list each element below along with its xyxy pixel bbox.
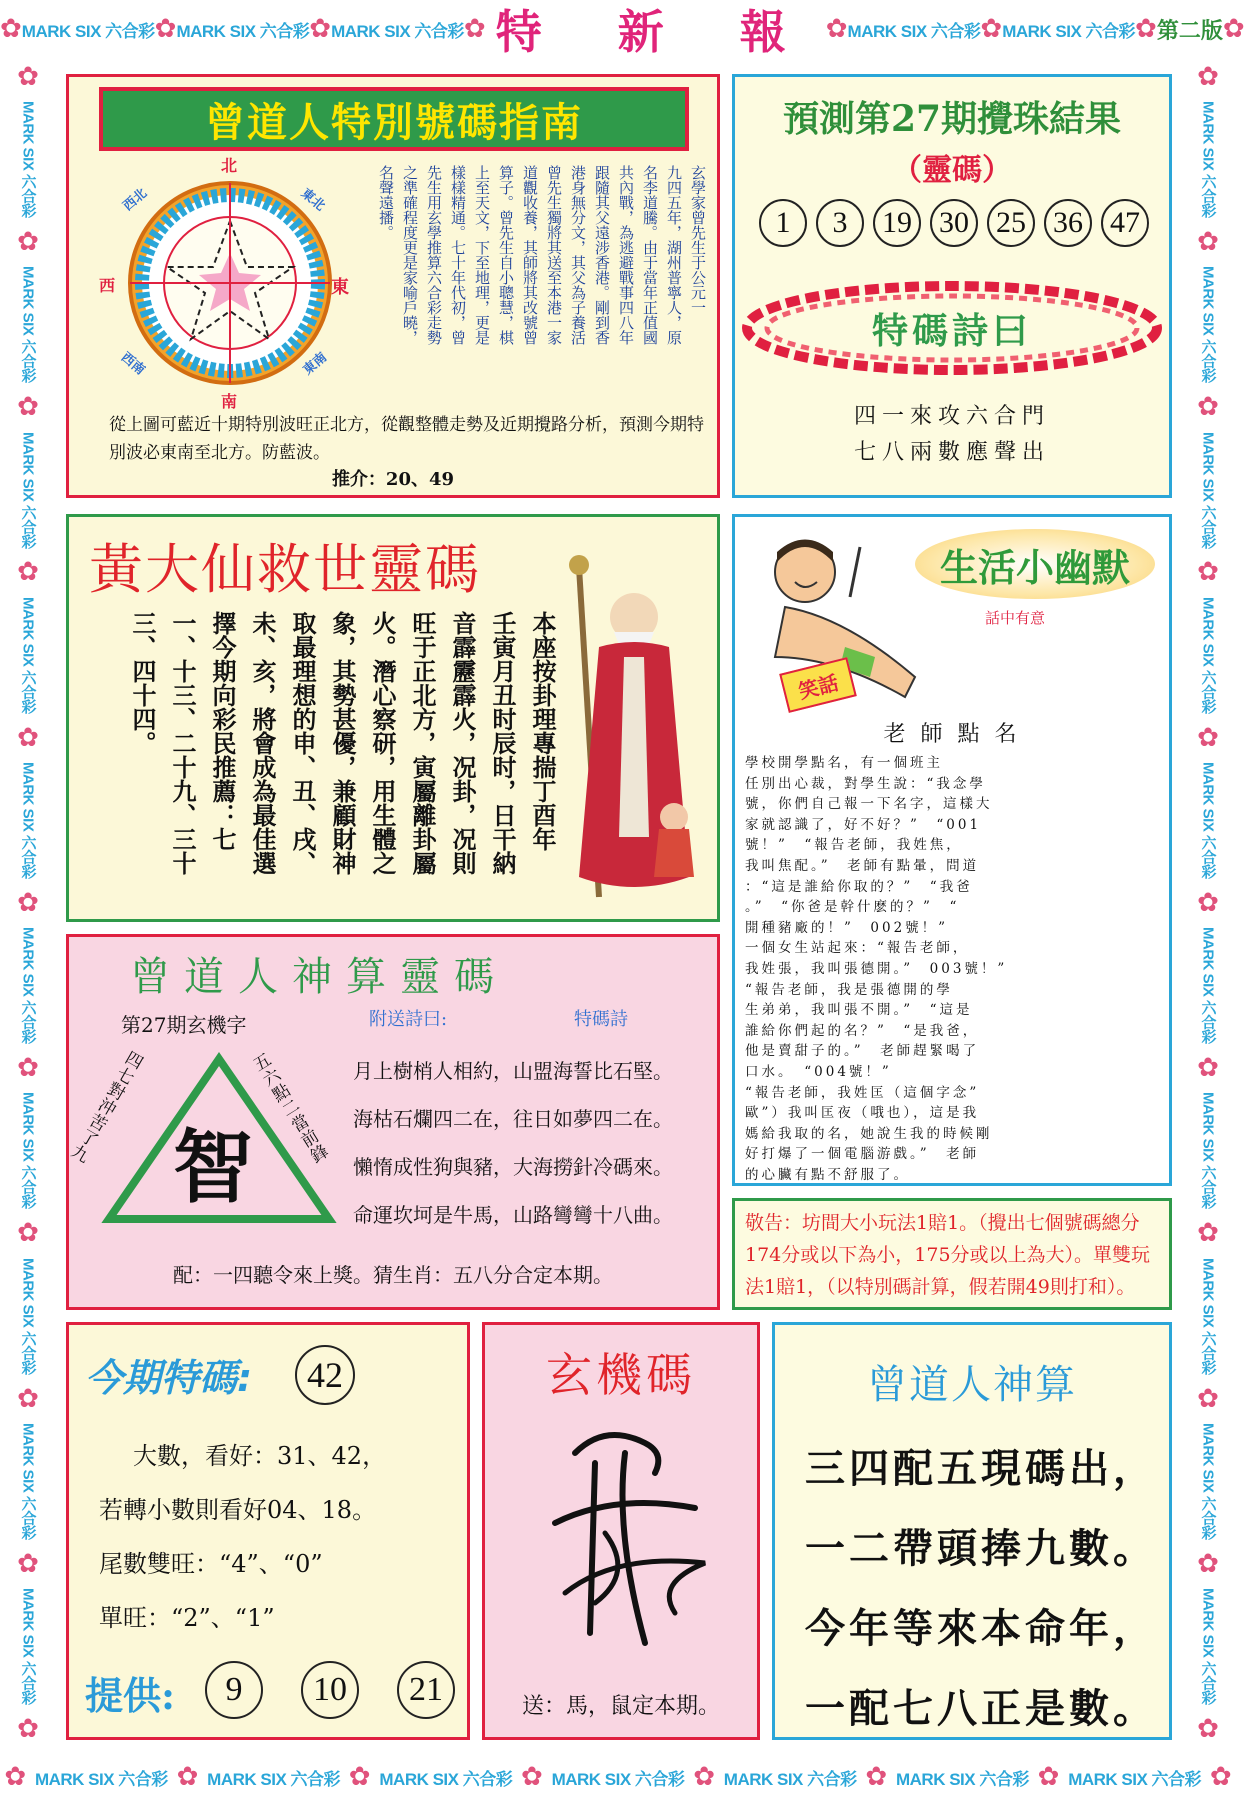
flower-icon: ✿	[1037, 1762, 1060, 1792]
story-line: 他是賣甜子的。” 老師趕緊喝了	[745, 1043, 980, 1060]
flower-icon: ✿	[17, 557, 39, 588]
huang-title: 黃大仙救世靈碼	[89, 538, 481, 601]
huang-column: 擇今期向彩民推薦：七	[208, 611, 237, 851]
huang-column: 音霹靂霹火，况卦，况則	[448, 611, 477, 875]
bio-column: 港身無分文，其父為子養活	[569, 165, 587, 345]
mark-six-logo: MARK SIX 六合彩	[19, 266, 37, 383]
story-line: 我叫焦配。” 老師有點暈，問道	[745, 857, 980, 874]
story-line: 學校開學點名，有一個班主	[745, 755, 943, 771]
huang-column: 三、四十四。	[128, 611, 157, 755]
flower-icon: ✿	[17, 722, 39, 753]
special-line: 大數，看好：31、42，	[133, 1442, 387, 1470]
zeng-shen-poem	[353, 1047, 719, 1239]
huang-column: 取最理想的申、丑、戌、	[288, 611, 317, 875]
bio-column: 名李道騰。由于當年正值國	[641, 165, 659, 345]
poem-line: 月上樹梢人相約，山盟海誓比石堅。	[353, 1059, 673, 1083]
zeng-guide-title: 曾道人特別號碼指南	[205, 99, 583, 146]
special-poem-label: 特碼詩	[574, 1009, 628, 1030]
mark-six-logo: MARK SIX 六合彩	[19, 596, 37, 714]
prediction-numbers	[759, 199, 1149, 247]
story-line: 口水。 “004號！”	[745, 1063, 892, 1080]
flower-icon: ✿	[693, 1762, 715, 1792]
provide-number-ball: 21	[397, 1661, 455, 1719]
mark-six-logo: MARK SIX 六合彩	[1199, 1422, 1217, 1540]
story-title: 老 師 點 名	[883, 722, 1021, 747]
mark-six-logo: MARK SIX 六合彩	[176, 21, 310, 41]
zeng-calc-panel	[772, 1322, 1172, 1740]
zeng-analysis-text: 從上圖可藍近十期特別波旺正北方，從觀整體走勢及近期攪路分析，預測今期特別波必東南至北方。防藍波。	[109, 415, 704, 463]
flower-icon: ✿	[17, 1714, 39, 1745]
mark-six-logo: MARK SIX 六合彩	[19, 927, 37, 1044]
mark-six-logo: MARK SIX 六合彩	[19, 1588, 37, 1705]
story-line: 歐”）我叫匡夜（哦也），這是我	[745, 1105, 980, 1122]
poem-line: 七八兩數應聲出	[853, 440, 1050, 465]
mark-six-logo: MARK SIX 六合彩	[19, 1257, 37, 1375]
special-number-panel	[66, 1322, 470, 1740]
edition-label: 第二版	[1156, 18, 1223, 44]
poem-line: 命運坎坷是牛馬，山路彎彎十八曲。	[353, 1203, 673, 1227]
huang-daxian-panel	[66, 514, 720, 922]
mark-six-logo: MARK SIX 六合彩	[1199, 266, 1217, 383]
special-line: 尾數雙旺：“4”、“0”	[99, 1550, 323, 1578]
special-title: 今期特碼:	[85, 1356, 253, 1400]
flower-icon: ✿	[4, 1762, 27, 1792]
flower-icon: ✿	[154, 14, 177, 44]
mark-six-logo: MARK SIX 六合彩	[1199, 761, 1217, 879]
flower-icon: ✿	[1197, 1218, 1219, 1249]
flower-icon: ✿	[17, 226, 39, 257]
compass-northwest: 西北	[120, 185, 151, 215]
compass-southeast: 東南	[300, 349, 331, 379]
story-line: 號！” “報告老師，我姓焦，	[745, 837, 963, 854]
humor-title-banner	[915, 529, 1155, 599]
flower-icon: ✿	[17, 1218, 39, 1249]
mark-six-logo: MARK SIX 六合彩	[19, 761, 37, 879]
story-line: “報告老師，我姓匡（這個字念”	[745, 1084, 980, 1101]
zeng-calc-title: 曾道人神算	[867, 1362, 1077, 1408]
lucky-number-ball: 19	[873, 199, 921, 247]
mark-six-logo: MARK SIX 六合彩	[379, 1769, 513, 1789]
compass-north: 北	[221, 156, 238, 175]
compass-east: 東	[331, 277, 349, 298]
provide-number-ball: 9	[205, 1661, 263, 1719]
zeng-bio-text	[369, 165, 709, 395]
flower-icon: ✿	[1197, 887, 1219, 918]
flower-icon: ✿	[1222, 14, 1245, 44]
story-line: ：“這是誰給你取的？” “我爸	[745, 878, 973, 895]
story-line: 我姓張，我叫張德開。” 003號！”	[745, 960, 1008, 977]
flower-icon: ✿	[1197, 61, 1219, 92]
story-line: 一個女生站起來：“報告老師，	[745, 940, 970, 957]
mark-six-logo: MARK SIX 六合彩	[34, 1769, 168, 1789]
mark-six-logo: MARK SIX 六合彩	[207, 1769, 341, 1789]
mark-six-logo: MARK SIX 六合彩	[551, 1769, 685, 1789]
prediction-panel	[732, 74, 1172, 498]
huang-column: 壬寅月丑时辰时，日干納	[488, 611, 517, 875]
flower-icon: ✿	[176, 1762, 199, 1792]
flower-icon: ✿	[980, 14, 1003, 44]
compass-northeast: 東北	[297, 185, 328, 215]
flower-icon: ✿	[521, 1762, 543, 1792]
zeng-recommend: 推介：20、49	[331, 469, 455, 490]
provide-label: 提供:	[85, 1673, 176, 1718]
mark-six-logo: MARK SIX 六合彩	[19, 1422, 37, 1540]
compass-southwest: 西南	[117, 349, 148, 379]
calc-line: 一二帶頭捧九數。	[805, 1525, 1157, 1572]
calligraphy-glyph	[535, 1413, 715, 1653]
newspaper-title: 特 新 報	[495, 5, 816, 59]
mark-six-logo: MARK SIX 六合彩	[331, 21, 464, 41]
flower-icon: ✿	[1197, 1383, 1219, 1414]
story-line: 媽給我取的名，她說生我的時候剛	[745, 1125, 993, 1142]
story-line: 開種豬廠的！” 002號！”	[745, 919, 949, 936]
mark-six-logo: MARK SIX 六合彩	[723, 1769, 857, 1789]
huang-column: 火。潛心察研，用生體之	[368, 611, 397, 875]
story-line: 誰給你們起的名？” “是我爸，	[745, 1022, 980, 1039]
special-line: 單旺：“2”、“1”	[99, 1604, 275, 1632]
zeng-shen-title: 曾道人神算靈碼	[130, 954, 508, 1000]
lucky-number-ball: 30	[930, 199, 978, 247]
lucky-number-ball: 1	[759, 199, 807, 247]
flower-icon: ✿	[1197, 392, 1219, 423]
notice-text: 敬告：坊間大小玩法1賠1。（攪出七個號碼總分174分或以下為小，175分或以上為大）。單雙玩法1賠1，（以特別碼計算，假若開49則打和）。	[745, 1212, 1151, 1298]
special-number-ball: 42	[295, 1345, 355, 1405]
bio-column: 之準確程度更是家喻戶曉，	[401, 165, 419, 345]
story-line: 家就認識了，好不好？” “001	[745, 816, 982, 833]
mark-six-logo: MARK SIX 六合彩	[1199, 431, 1217, 549]
zeng-calc-lines	[805, 1429, 1165, 1749]
mark-six-logo: MARK SIX 六合彩	[19, 101, 37, 218]
provide-numbers	[205, 1661, 455, 1719]
huang-column: 未、亥，將會成為最佳選	[248, 611, 277, 875]
flower-icon: ✿	[1209, 1762, 1232, 1792]
bio-column: 上至天文，下至地理，更是	[473, 165, 491, 345]
right-border-strip	[1180, 58, 1236, 1748]
notice-panel	[732, 1198, 1172, 1310]
flower-icon: ✿	[348, 1762, 371, 1792]
left-border-strip	[0, 58, 56, 1748]
joke-sign-label: 笑話	[796, 669, 841, 703]
mark-six-logo: MARK SIX 六合彩	[1199, 1588, 1217, 1705]
prediction-subtitle: （靈碼）	[892, 153, 1012, 188]
mark-six-logo: MARK SIX 六合彩	[1002, 21, 1136, 41]
provide-number-ball: 10	[301, 1661, 359, 1719]
humor-subtitle: 話中有意	[985, 609, 1046, 627]
story-line: 的心臟有點不舒服了。	[745, 1166, 910, 1183]
zeng-shen-panel	[66, 934, 720, 1310]
flower-icon: ✿	[463, 14, 486, 44]
calc-line: 今年等來本命年，	[805, 1605, 1157, 1652]
huang-column: 旺于正北方，寅屬離卦屬	[408, 611, 437, 875]
humor-panel	[732, 514, 1172, 1186]
lucky-number-ball: 3	[816, 199, 864, 247]
flower-icon: ✿	[1197, 1714, 1219, 1745]
poem-line: 海枯石爛四二在，往日如夢四二在。	[353, 1107, 673, 1131]
mark-six-logo: MARK SIX 六合彩	[1068, 1769, 1202, 1789]
flower-icon: ✿	[1197, 557, 1219, 588]
story-line: 好打爆了一個電腦游戲。” 老師	[745, 1146, 980, 1163]
lucky-number-ball: 36	[1044, 199, 1092, 247]
poem-line: 懶惰成性狗與豬，大海撈針冷碼來。	[353, 1155, 673, 1179]
huang-text	[109, 611, 559, 911]
flower-icon: ✿	[1135, 14, 1157, 44]
bio-column: 玄學家曾先生于公元一	[689, 165, 707, 315]
story-line: 生弟弟，我叫張不開。” “這是	[745, 1002, 973, 1019]
zeng-guide-panel	[66, 74, 720, 498]
story-body	[745, 753, 1161, 1185]
compass-west: 西	[99, 276, 116, 295]
bio-column: 曾先生獨將其送至本港一家	[545, 165, 563, 345]
bio-column: 九四五年，湖州普寧人，原	[665, 165, 683, 345]
huang-column: 一、十三、二十九、三十	[168, 611, 197, 875]
compass-south: 南	[221, 392, 238, 411]
mark-six-logo: MARK SIX 六合彩	[895, 1769, 1029, 1789]
story-line: 。” “你爸是幹什麽的？” “	[745, 899, 960, 916]
zeng-shen-footer: 配：一四聽令來上獎。猜生肖：五八分合定本期。	[173, 1263, 613, 1287]
mark-six-logo: MARK SIX 六合彩	[1199, 927, 1217, 1044]
flower-icon: ✿	[17, 1548, 39, 1579]
humor-title: 生活小幽默	[939, 545, 1130, 590]
xuanji-title: 玄機碼	[546, 1348, 696, 1402]
period-label: 第27期玄機字	[121, 1013, 247, 1037]
immortal-figure-illustration	[539, 537, 709, 917]
mark-six-logo: MARK SIX 六合彩	[847, 21, 981, 41]
bio-column: 道觀收養，其師將其改號曾	[521, 165, 539, 345]
flower-icon: ✿	[17, 1053, 39, 1084]
flower-icon: ✿	[1197, 1548, 1219, 1579]
mark-six-logo: MARK SIX 六合彩	[1199, 101, 1217, 218]
mark-six-logo: MARK SIX 六合彩	[1199, 1257, 1217, 1375]
xuanji-panel	[482, 1322, 760, 1740]
triangle-center-char: 智	[173, 1120, 253, 1214]
bio-column: 名聲遠播。	[377, 165, 395, 240]
flower-icon: ✿	[17, 1383, 39, 1414]
bio-column: 跟隨其父遠涉香港。剛到香	[593, 165, 611, 345]
calc-line: 一配七八正是數。	[805, 1685, 1157, 1732]
top-border-strip	[0, 0, 1245, 59]
story-line: 號，你們自己報一下名字，這樣大	[745, 796, 993, 813]
mark-six-logo: MARK SIX 六合彩	[21, 21, 155, 41]
lucky-number-ball: 25	[987, 199, 1035, 247]
xuanji-footer: 送：馬，鼠定本期。	[521, 1694, 720, 1719]
triangle-left-text: 四七對沖苦了九	[67, 1048, 147, 1168]
flower-icon: ✿	[1197, 226, 1219, 257]
bio-column: 先生用玄學推算六合彩走勢	[425, 165, 443, 345]
flower-icon: ✿	[0, 14, 22, 44]
flower-icon: ✿	[17, 392, 39, 423]
gift-label: 附送詩曰:	[369, 1009, 448, 1030]
mark-six-logo: MARK SIX 六合彩	[1199, 596, 1217, 714]
bottom-border-strip	[0, 1748, 1236, 1806]
prediction-title: 預測第27期攪珠結果	[782, 98, 1122, 140]
flower-icon: ✿	[17, 61, 39, 92]
special-details	[99, 1429, 469, 1645]
story-line: “報告老師，我是張德開的學	[745, 981, 953, 998]
mark-six-logo: MARK SIX 六合彩	[19, 1092, 37, 1209]
flower-icon: ✿	[825, 14, 848, 44]
bio-column: 算子。曾先生自小聰慧，棋	[497, 165, 515, 345]
bio-column: 共內戰，為逃避戰事四八年	[617, 165, 635, 345]
flower-icon: ✿	[865, 1762, 888, 1792]
flower-icon: ✿	[17, 887, 39, 918]
calc-line: 三四配五現碼出，	[805, 1445, 1157, 1492]
huang-column: 本座按卦理專揣丁酉年	[528, 611, 557, 851]
flower-icon: ✿	[1197, 1053, 1219, 1084]
flower-icon: ✿	[309, 14, 332, 44]
poem-banner: 特碼詩曰	[871, 311, 1032, 352]
special-line: 若轉小數則看好04、18。	[99, 1496, 377, 1524]
flower-icon: ✿	[1197, 722, 1219, 753]
mark-six-logo: MARK SIX 六合彩	[19, 431, 37, 549]
poem-line: 四一來攻六合門	[853, 404, 1050, 429]
triangle-right-text: 五六點二當前鋒	[250, 1049, 333, 1168]
zeng-guide-banner	[99, 87, 689, 151]
story-line: 任別出心裁，對學生說：“我念學	[745, 775, 986, 792]
lucky-number-ball: 47	[1101, 199, 1149, 247]
huang-column: 象，其勢甚優，兼顧財神	[328, 611, 357, 875]
mark-six-logo: MARK SIX 六合彩	[1199, 1092, 1217, 1209]
bio-column: 樣樣精通。七十年代初，曾	[449, 165, 467, 345]
